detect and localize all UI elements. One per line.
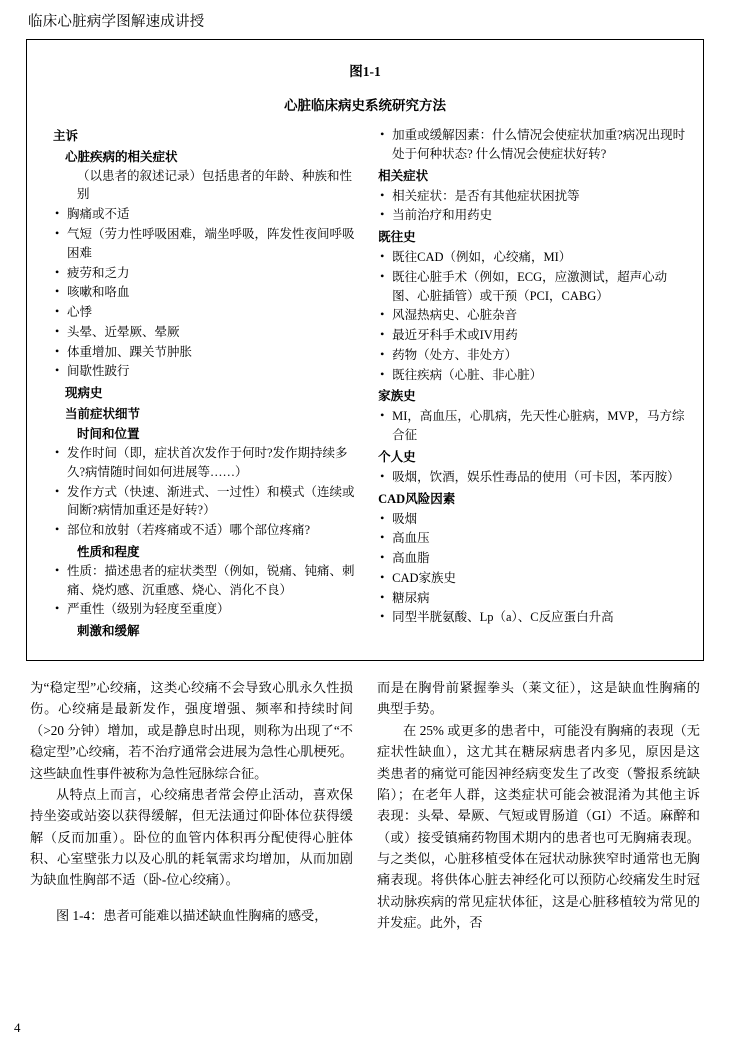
- list-item: • 加重或缓解因素：什么情况会使症状加重?病况出现时处于何种状态? 什么情况会使症状好转?: [378, 126, 689, 164]
- figure-box: [26, 39, 704, 661]
- list-cad-risk-factors: [378, 510, 689, 628]
- list-item: • 发作方式（快速、渐进式、一过性）和模式（连续或间断?病情加重还是好转?）: [53, 483, 356, 521]
- heading-cardiac-symptoms: 心脏疾病的相关症状: [65, 150, 178, 164]
- list-item: • 高血脂: [378, 549, 689, 568]
- body-column-right: [377, 677, 700, 934]
- list-item: • 药物（处方、非处方）: [378, 346, 689, 365]
- heading-current-symptom-details: 当前症状细节: [65, 407, 141, 421]
- list-item: • 既往CAD（例如，心绞痛，MI）: [378, 248, 689, 267]
- list-item: • MI，高血压，心肌病，先天性心脏病，MVP，马方综合征: [378, 407, 689, 445]
- list-quality-severity: [53, 562, 356, 619]
- list-item: • 间歇性跛行: [53, 362, 356, 381]
- list-item: • 胸痛或不适: [53, 205, 356, 224]
- list-item: • 头晕、近晕厥、晕厥: [53, 323, 356, 342]
- list-item: • 气短（劳力性呼吸困难，端坐呼吸，阵发性夜间呼吸困难: [53, 225, 356, 263]
- list-item: • 既往心脏手术（例如，ECG，应激测试，超声心动图、心脏插管）或干预（PCI，CABG）: [378, 268, 689, 306]
- heading-quality-severity: 性质和程度: [77, 544, 140, 559]
- heading-cad-risk-factors: CAD风险因素: [378, 491, 456, 506]
- heading-chief-complaint: 主诉: [53, 129, 79, 143]
- list-timing-location: [53, 444, 356, 540]
- heading-past-history: 既往史: [378, 230, 416, 244]
- list-item: • 部位和放射（若疼痛或不适）哪个部位疼痛?: [53, 521, 356, 540]
- list-item: • CAD家族史: [378, 569, 689, 588]
- heading-family-history: 家族史: [378, 389, 416, 404]
- heading-timing-location: 时间和位置: [77, 427, 140, 441]
- list-item: • 糖尿病: [378, 589, 689, 608]
- list-item: • 高血压: [378, 529, 689, 548]
- figure-column-left: [41, 126, 356, 641]
- text-patient-record-note: （以患者的叙述记录）包括患者的年龄、种族和性别: [77, 169, 353, 202]
- list-item: • 最近牙科手术或IV用药: [378, 326, 689, 345]
- list-past-history: [378, 248, 689, 384]
- figure-columns: [41, 126, 689, 641]
- heading-personal-history: 个人史: [378, 449, 416, 464]
- heading-present-illness: 现病史: [65, 386, 103, 400]
- list-item: • 疲劳和乏力: [53, 264, 356, 283]
- paragraph: 在 25% 或更多的患者中，可能没有胸痛的表现（无症状性缺血），这尤其在糖尿病患者内多见，原因是这类患者的痛觉可能因神经病变发生了改变（警报系统缺陷）；在老年人群，这类症状可能会被混淆为其他主诉表现：头晕、晕厥、气短或胃肠道（GI）不适。麻醉和（或）接受镇痛药物围术期内的患者也可无胸痛表现。与之类似，心脏移植受体在冠状动脉狭窄时通常也无胸痛表现。将供体心脏去神经化可以预防心绞痛发生时冠状动脉疾病的常见症状体征，这是心脏移植较为常见的并发症。此外，否: [377, 722, 700, 931]
- figure-caption: 图 1-4：患者可能难以描述缺血性胸痛的感受，: [56, 907, 328, 923]
- figure-number: 图1-1: [349, 64, 381, 79]
- list-item: • 体重增加、踝关节肿胀: [53, 343, 356, 362]
- list-item: • 相关症状：是否有其他症状困扰等: [378, 187, 689, 206]
- list-item: • 发作时间（即，症状首次发作于何时?发作期持续多久?病情随时间如何进展等……）: [53, 444, 356, 482]
- list-item: • 性质：描述患者的症状类型（例如，锐痛、钝痛、刺痛、烧灼感、沉重感、烧心、消化不良）: [53, 562, 356, 600]
- paragraph: 而是在胸骨前紧握拳头（莱文征），这是缺血性胸痛的典型手势。: [377, 680, 700, 717]
- page-number: 4: [14, 1020, 21, 1035]
- list-item: • 吸烟，饮酒，娱乐性毒品的使用（可卡因，苯丙胺）: [378, 468, 689, 487]
- list-associated-symptoms: [378, 187, 689, 226]
- list-provoking-relieving-factors: [378, 126, 689, 164]
- list-family-history: [378, 407, 689, 445]
- list-cardiac-symptoms: [53, 205, 356, 381]
- body-text: [26, 677, 704, 934]
- body-column-left: [30, 677, 353, 934]
- list-item: • 既往疾病（心脏、非心脏）: [378, 366, 689, 385]
- list-item: • 咳嗽和咯血: [53, 283, 356, 302]
- list-item: • 风湿热病史、心脏杂音: [378, 306, 689, 325]
- heading-associated-symptoms: 相关症状: [378, 168, 429, 183]
- figure-title: 心脏临床病史系统研究方法: [284, 98, 446, 113]
- running-head: 临床心脏病学图解速成讲授: [28, 14, 205, 30]
- paragraph: 为“稳定型”心绞痛，这类心绞痛不会导致心肌永久性损伤。心绞痛是最新发作，强度增强、频率和持续时间（>20 分钟）增加，或是静息时出现，则称为出现了“不稳定型”心绞痛，若不治疗通常会进展为急性心肌梗死。这些缺血性事件被称为急性冠脉综合征。: [30, 680, 353, 781]
- list-personal-history: [378, 468, 689, 487]
- list-item: • 同型半胱氨酸、Lp（a）、C反应蛋白升高: [378, 608, 689, 627]
- list-item: • 心悸: [53, 303, 356, 322]
- paragraph: 从特点上而言，心绞痛患者常会停止活动，喜欢保持坐姿或站姿以获得缓解，但无法通过仰卧体位获得缓解（反而加重）。卧位的血管内体积再分配使得心脏体积、心室壁张力以及心肌的耗氧需求均增加，从而加剧为缺血性胸部不适（卧-位心绞痛）。: [30, 786, 353, 888]
- figure-column-right: [374, 126, 689, 629]
- list-item: • 当前治疗和用药史: [378, 206, 689, 225]
- heading-provocation-relief: 刺激和缓解: [77, 624, 140, 638]
- list-item: • 吸烟: [378, 510, 689, 529]
- list-item: • 严重性（级别为轻度至重度）: [53, 600, 356, 619]
